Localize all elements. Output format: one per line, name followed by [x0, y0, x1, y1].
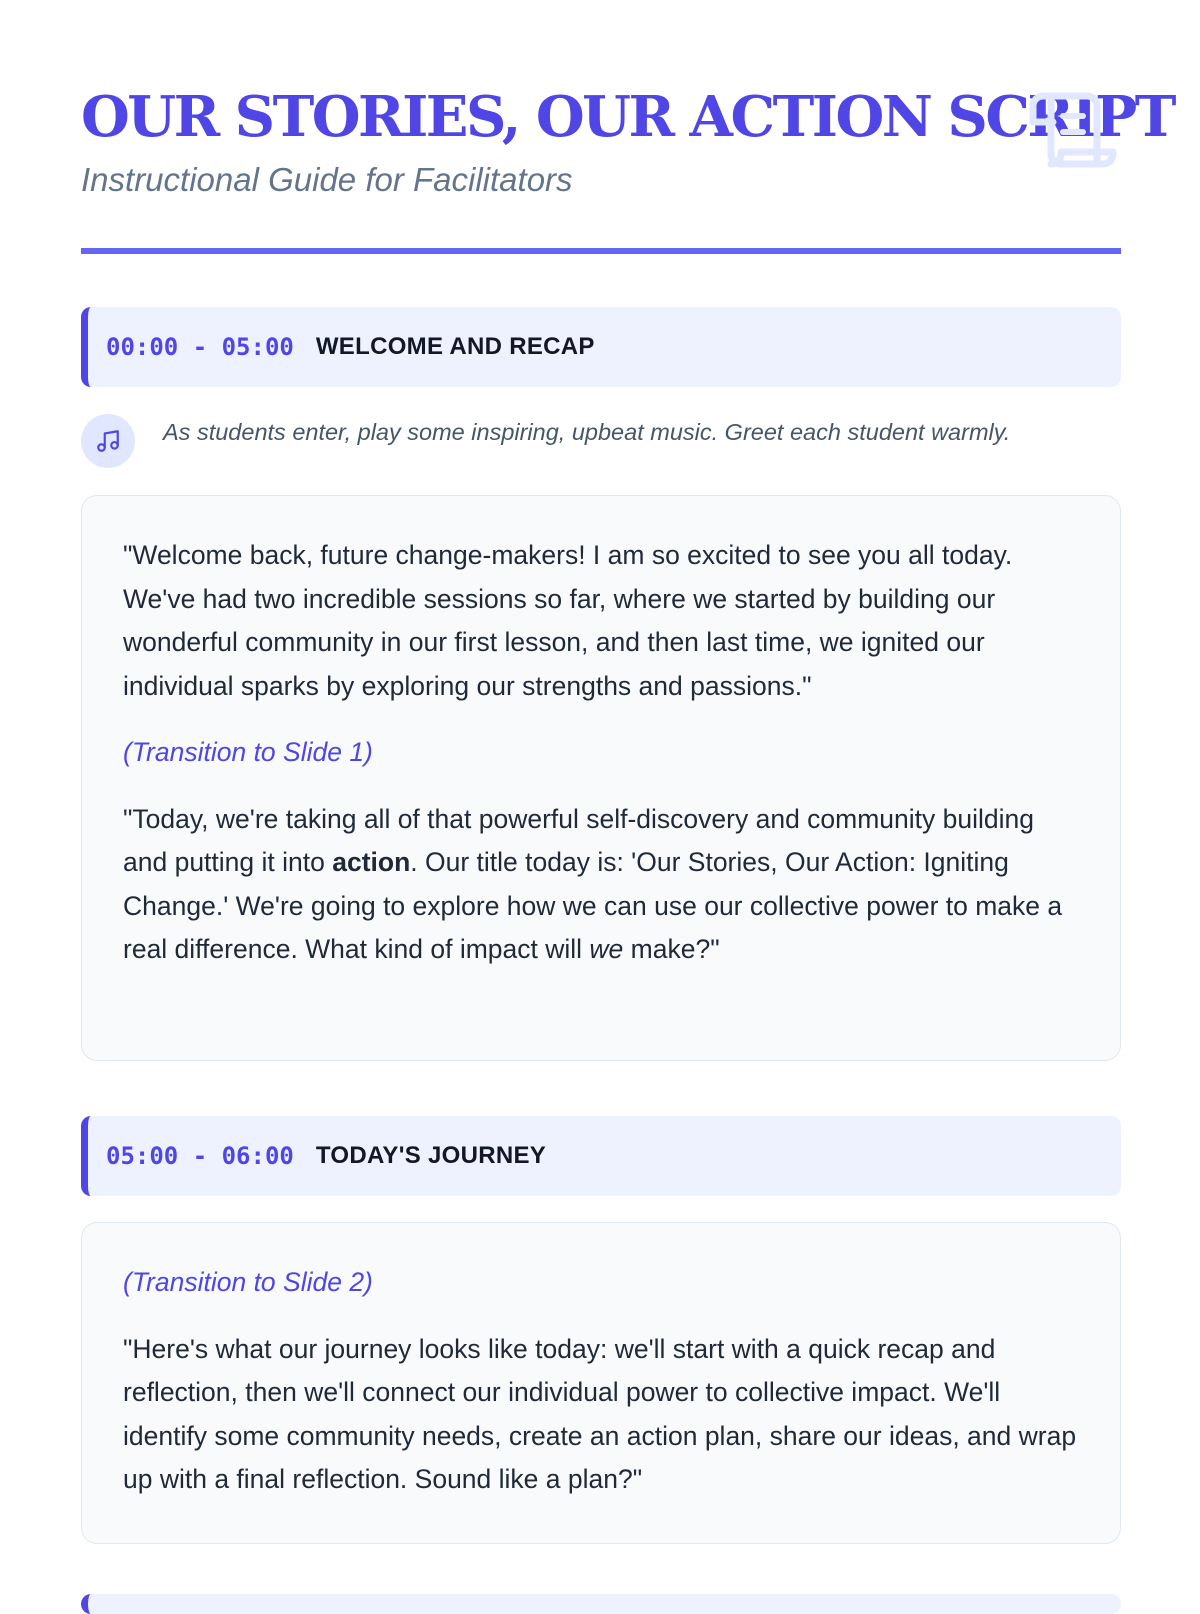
- section-title: WELCOME AND RECAP: [315, 333, 595, 360]
- emphasis-italic: we: [589, 934, 624, 964]
- script-paragraph: "Welcome back, future change-makers! I am so excited to see you all today. We've had two incredible sessions so far, where we started by building our wonderful community in our first lesson, and then last time, we ignited our individual sparks by exploring our strengths and passions.": [123, 540, 1013, 701]
- section-time: 00:00 - 05:00: [106, 333, 294, 361]
- emphasis-bold: action: [332, 847, 411, 877]
- script-box-journey: [81, 1222, 1121, 1544]
- script-text: . Our title today is: 'Our Stories, Our Action: Igniting Change.' We're going to explore how we can use our collective power to make a real difference. What kind of impact will: [123, 847, 1063, 964]
- section-title: TODAY'S JOURNEY: [315, 1142, 547, 1169]
- section-header-welcome: [81, 307, 1121, 387]
- next-section-header: [81, 1594, 1121, 1614]
- section-time: 05:00 - 06:00: [106, 1142, 294, 1170]
- facilitator-script-page: [81, 0, 1174, 1494]
- slide-transition-cue: (Transition to Slide 1): [123, 737, 373, 767]
- section-header-journey: [81, 1116, 1121, 1196]
- script-text: make?": [623, 934, 720, 964]
- script-text: "Today, we're taking all of that powerful self-discovery and community building and putting it into: [123, 803, 1035, 877]
- script-paragraph: [123, 798, 1080, 972]
- script-box-welcome: [81, 495, 1121, 1061]
- slide-transition-cue: (Transition to Slide 2): [123, 1267, 373, 1297]
- page-subtitle: Instructional Guide for Facilitators: [81, 161, 573, 198]
- page-header: [81, 0, 1174, 254]
- music-note-icon: [81, 414, 135, 468]
- script-paragraph: "Here's what our journey looks like today: we'll start with a quick recap and reflection, then we'll connect our individual power to collective impact. We'll identify some community needs, create an action plan, share our ideas, and wrap up with a final reflection. Sound like a plan?": [123, 1333, 1077, 1494]
- script-scroll-icon: [1021, 86, 1121, 182]
- stage-direction-text: As students enter, play some inspiring, upbeat music. Greet each student warmly.: [163, 418, 1011, 445]
- page-title: OUR STORIES, OUR ACTION SCRIPT: [81, 84, 1174, 150]
- stage-direction: [81, 413, 1121, 469]
